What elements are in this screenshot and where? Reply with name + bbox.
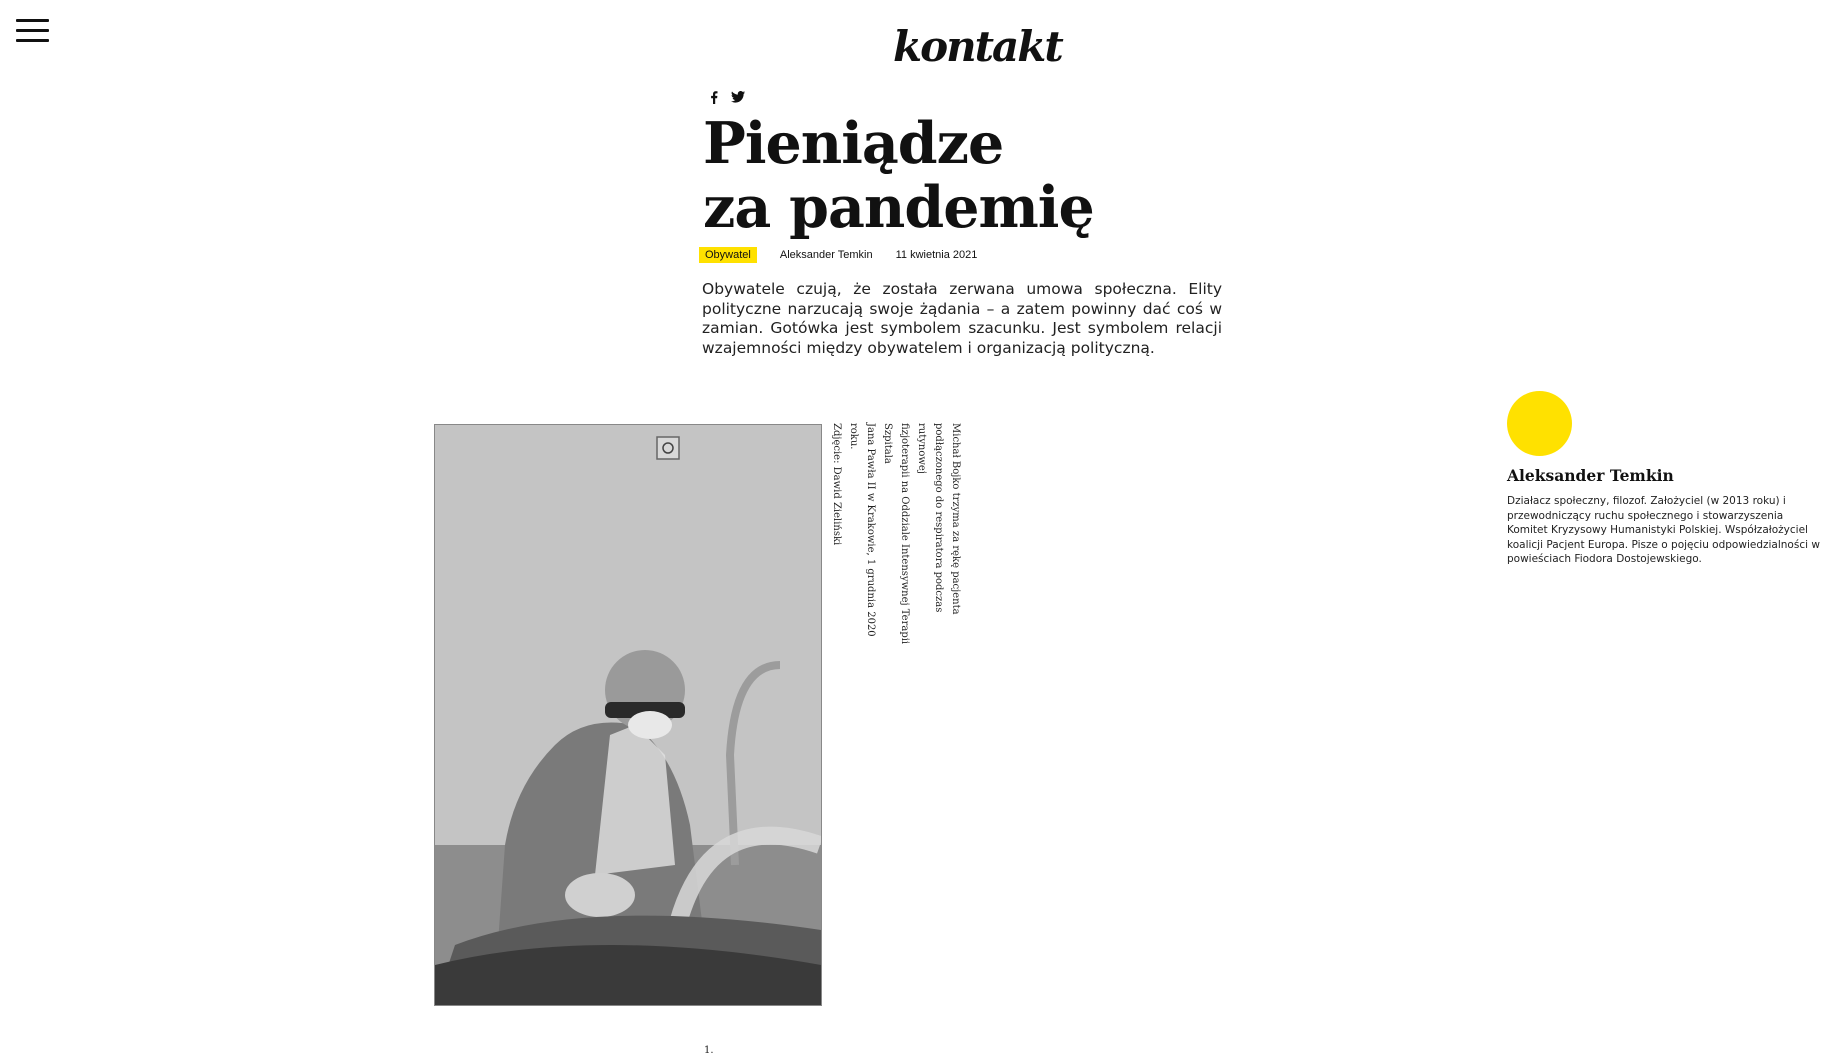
article-meta [699, 247, 977, 263]
caption-line: Jana Pawła II w Krakowie, 1 grudnia 2020 roku. [848, 423, 876, 637]
twitter-icon[interactable] [731, 90, 745, 104]
hamburger-icon-bar [16, 39, 49, 42]
author-box-name[interactable]: Aleksander Temkin [1507, 466, 1674, 485]
menu-button[interactable] [16, 19, 49, 43]
title-line: za pandemię [703, 174, 1094, 241]
author-link[interactable]: Aleksander Temkin [779, 249, 873, 261]
caption-line: fizjoterapii na Oddziale Intensywnej Terapii Szpitala [882, 423, 910, 645]
publish-date: 11 kwietnia 2021 [895, 249, 978, 261]
facebook-icon[interactable] [707, 90, 721, 104]
article-title [703, 112, 1094, 240]
category-badge[interactable]: Obywatel [699, 247, 757, 263]
caption-line: podłączonego do respiratora podczas rutynowej [916, 423, 944, 613]
author-avatar [1507, 391, 1572, 456]
footnote-number: 1. [704, 1045, 714, 1053]
share-links [707, 90, 745, 104]
caption-line: Zdjęcie: Dawid Zieliński [831, 423, 842, 546]
article-photo [434, 424, 822, 1006]
title-line: Pieniądze [703, 110, 1004, 177]
article-lead: Obywatele czują, że została zerwana umowa społeczna. Elity polityczne narzucają swoje żądania – a zatem powinny dać coś w zamian. Gotówka jest symbolem szacunku. Jest symbolem relacji wzajemności między obywatelem i organizacją polityczną. [702, 280, 1222, 357]
caption-line: Michał Bojko trzyma za rękę pacjenta [950, 423, 961, 615]
hamburger-icon-bar [16, 19, 49, 22]
hamburger-icon-bar [16, 29, 49, 32]
site-logo[interactable]: kontakt [893, 22, 1062, 71]
author-bio: Działacz społeczny, filozof. Założyciel (w 2013 roku) i przewodniczący ruchu społecznego i stowarzyszenia Komitet Kryzysowy Humanistyki Polskiej. Współzałożyciel koalicji Pacjent Europa. Pisze o pojęciu odpowiedzialności w powieściach Fiodora Dostojewskiego. [1507, 495, 1820, 565]
photo-caption [828, 423, 964, 653]
